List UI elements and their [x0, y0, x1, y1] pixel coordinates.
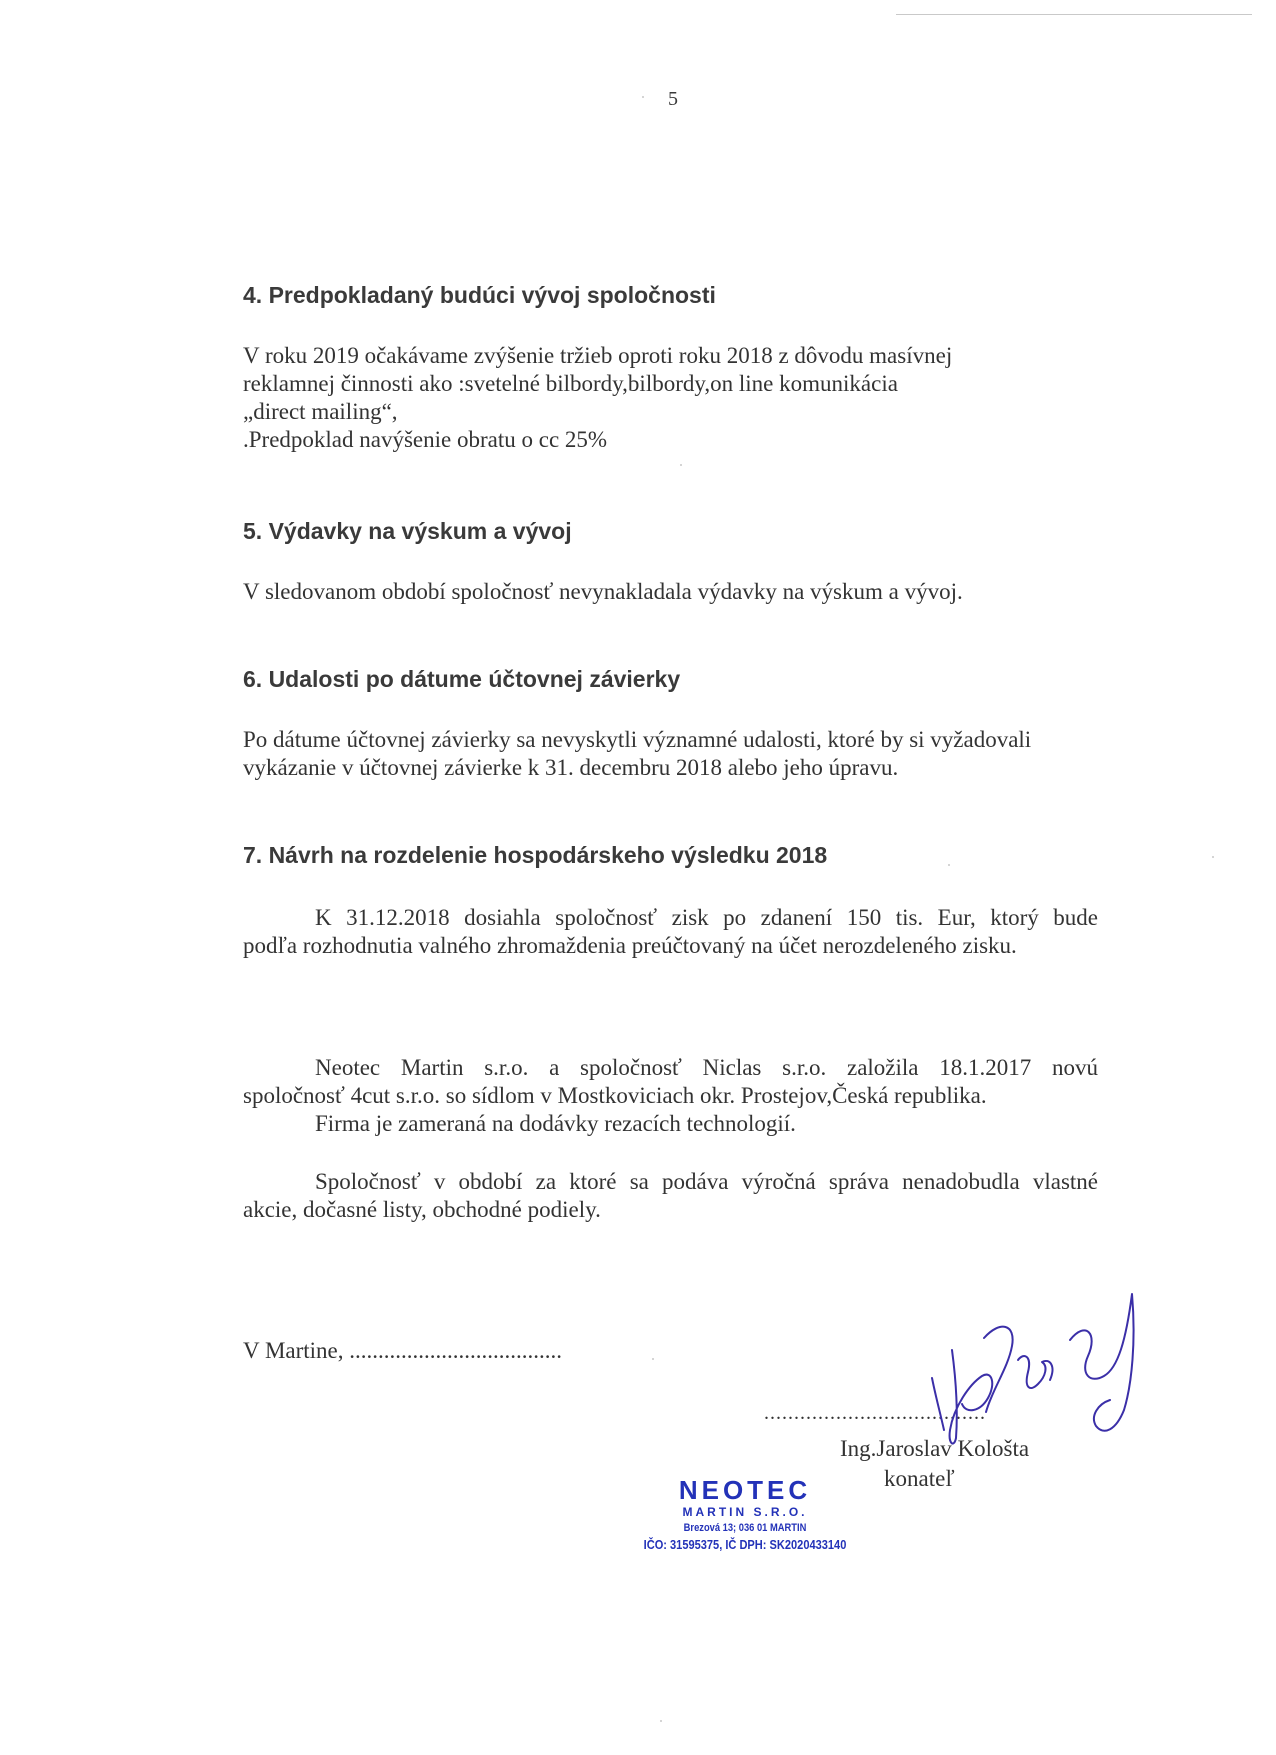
- section-4-heading: 4. Predpokladaný budúci vývoj spoločnosti: [243, 282, 716, 308]
- scan-speck: [660, 1720, 662, 1722]
- place-and-date: V Martine, .....................................: [243, 1338, 563, 1363]
- stamp-ids: IČO: 31595375, IČ DPH: SK2020433140: [643, 1537, 847, 1552]
- own-shares-line-2: akcie, dočasné listy, obchodné podiely.: [243, 1197, 601, 1222]
- scan-speck: [652, 1358, 654, 1360]
- section-7-line-1: K 31.12.2018 dosiahla spoločnosť zisk po zdanení 150 tis. Eur, ktorý bude: [315, 905, 1098, 930]
- section-6-line-2: vykázanie v účtovnej závierke k 31. decembru 2018 alebo jeho úpravu.: [243, 755, 899, 780]
- signatory-role: konateľ: [884, 1466, 955, 1491]
- subsidiary-line-2: spoločnosť 4cut s.r.o. so sídlom v Mostkoviciach okr. Prostejov,Česká republika.: [243, 1083, 987, 1108]
- scan-edge-line: [896, 14, 1252, 15]
- section-6-heading: 6. Udalosti po dátume účtovnej závierky: [243, 666, 681, 692]
- company-stamp: [620, 1476, 870, 1568]
- section-4-text: [243, 342, 1098, 454]
- handwritten-signature-icon: [900, 1280, 1150, 1470]
- section-4-line-3: „direct mailing“,: [243, 399, 398, 424]
- section-5-text: [243, 578, 1098, 606]
- stamp-subtitle: MARTIN S.R.O.: [682, 1505, 808, 1519]
- section-4-line-4: .Predpoklad navýšenie obratu o cc 25%: [243, 427, 608, 452]
- signature-dotted-line: .....................................: [764, 1402, 986, 1424]
- section-7-line-2: podľa rozhodnutia valného zhromaždenia preúčtovaný na účet nerozdeleného zisku.: [243, 933, 1017, 958]
- scan-speck: [680, 464, 682, 466]
- page-number: 5: [668, 88, 678, 110]
- section-7-text: [243, 904, 1098, 960]
- own-shares-paragraph: [243, 1168, 1098, 1224]
- scan-speck: [1212, 856, 1214, 858]
- section-4-line-1: V roku 2019 očakávame zvýšenie tržieb oproti roku 2018 z dôvodu masívnej: [243, 343, 953, 368]
- subsidiary-paragraph: [243, 1054, 1098, 1138]
- section-7-heading: 7. Návrh na rozdelenie hospodárskeho výsledku 2018: [243, 842, 828, 868]
- section-5-heading: 5. Výdavky na výskum a vývoj: [243, 518, 572, 544]
- section-5-line-1: V sledovanom období spoločnosť nevynakladala výdavky na výskum a vývoj.: [243, 579, 963, 604]
- scan-speck: [642, 96, 644, 98]
- stamp-address: Brezová 13; 036 01 MARTIN: [683, 1522, 807, 1534]
- section-6-line-1: Po dátume účtovnej závierky sa nevyskytli významné udalosti, ktoré by si vyžadovali: [243, 727, 1032, 752]
- subsidiary-line-3: Firma je zameraná na dodávky rezacích technologií.: [315, 1111, 796, 1136]
- stamp-brand: NEOTEC: [678, 1475, 812, 1505]
- section-4-line-2: reklamnej činnosti ako :svetelné bilbordy,bilbordy,on line komunikácia: [243, 371, 898, 396]
- own-shares-line-1: Spoločnosť v období za ktoré sa podáva výročná správa nenadobudla vlastné: [315, 1169, 1098, 1194]
- signatory-name: Ing.Jaroslav Kološta: [840, 1436, 1030, 1461]
- scan-speck: [948, 864, 950, 866]
- section-6-text: [243, 726, 1098, 782]
- subsidiary-line-1: Neotec Martin s.r.o. a spoločnosť Niclas s.r.o. založila 18.1.2017 novú: [315, 1055, 1098, 1080]
